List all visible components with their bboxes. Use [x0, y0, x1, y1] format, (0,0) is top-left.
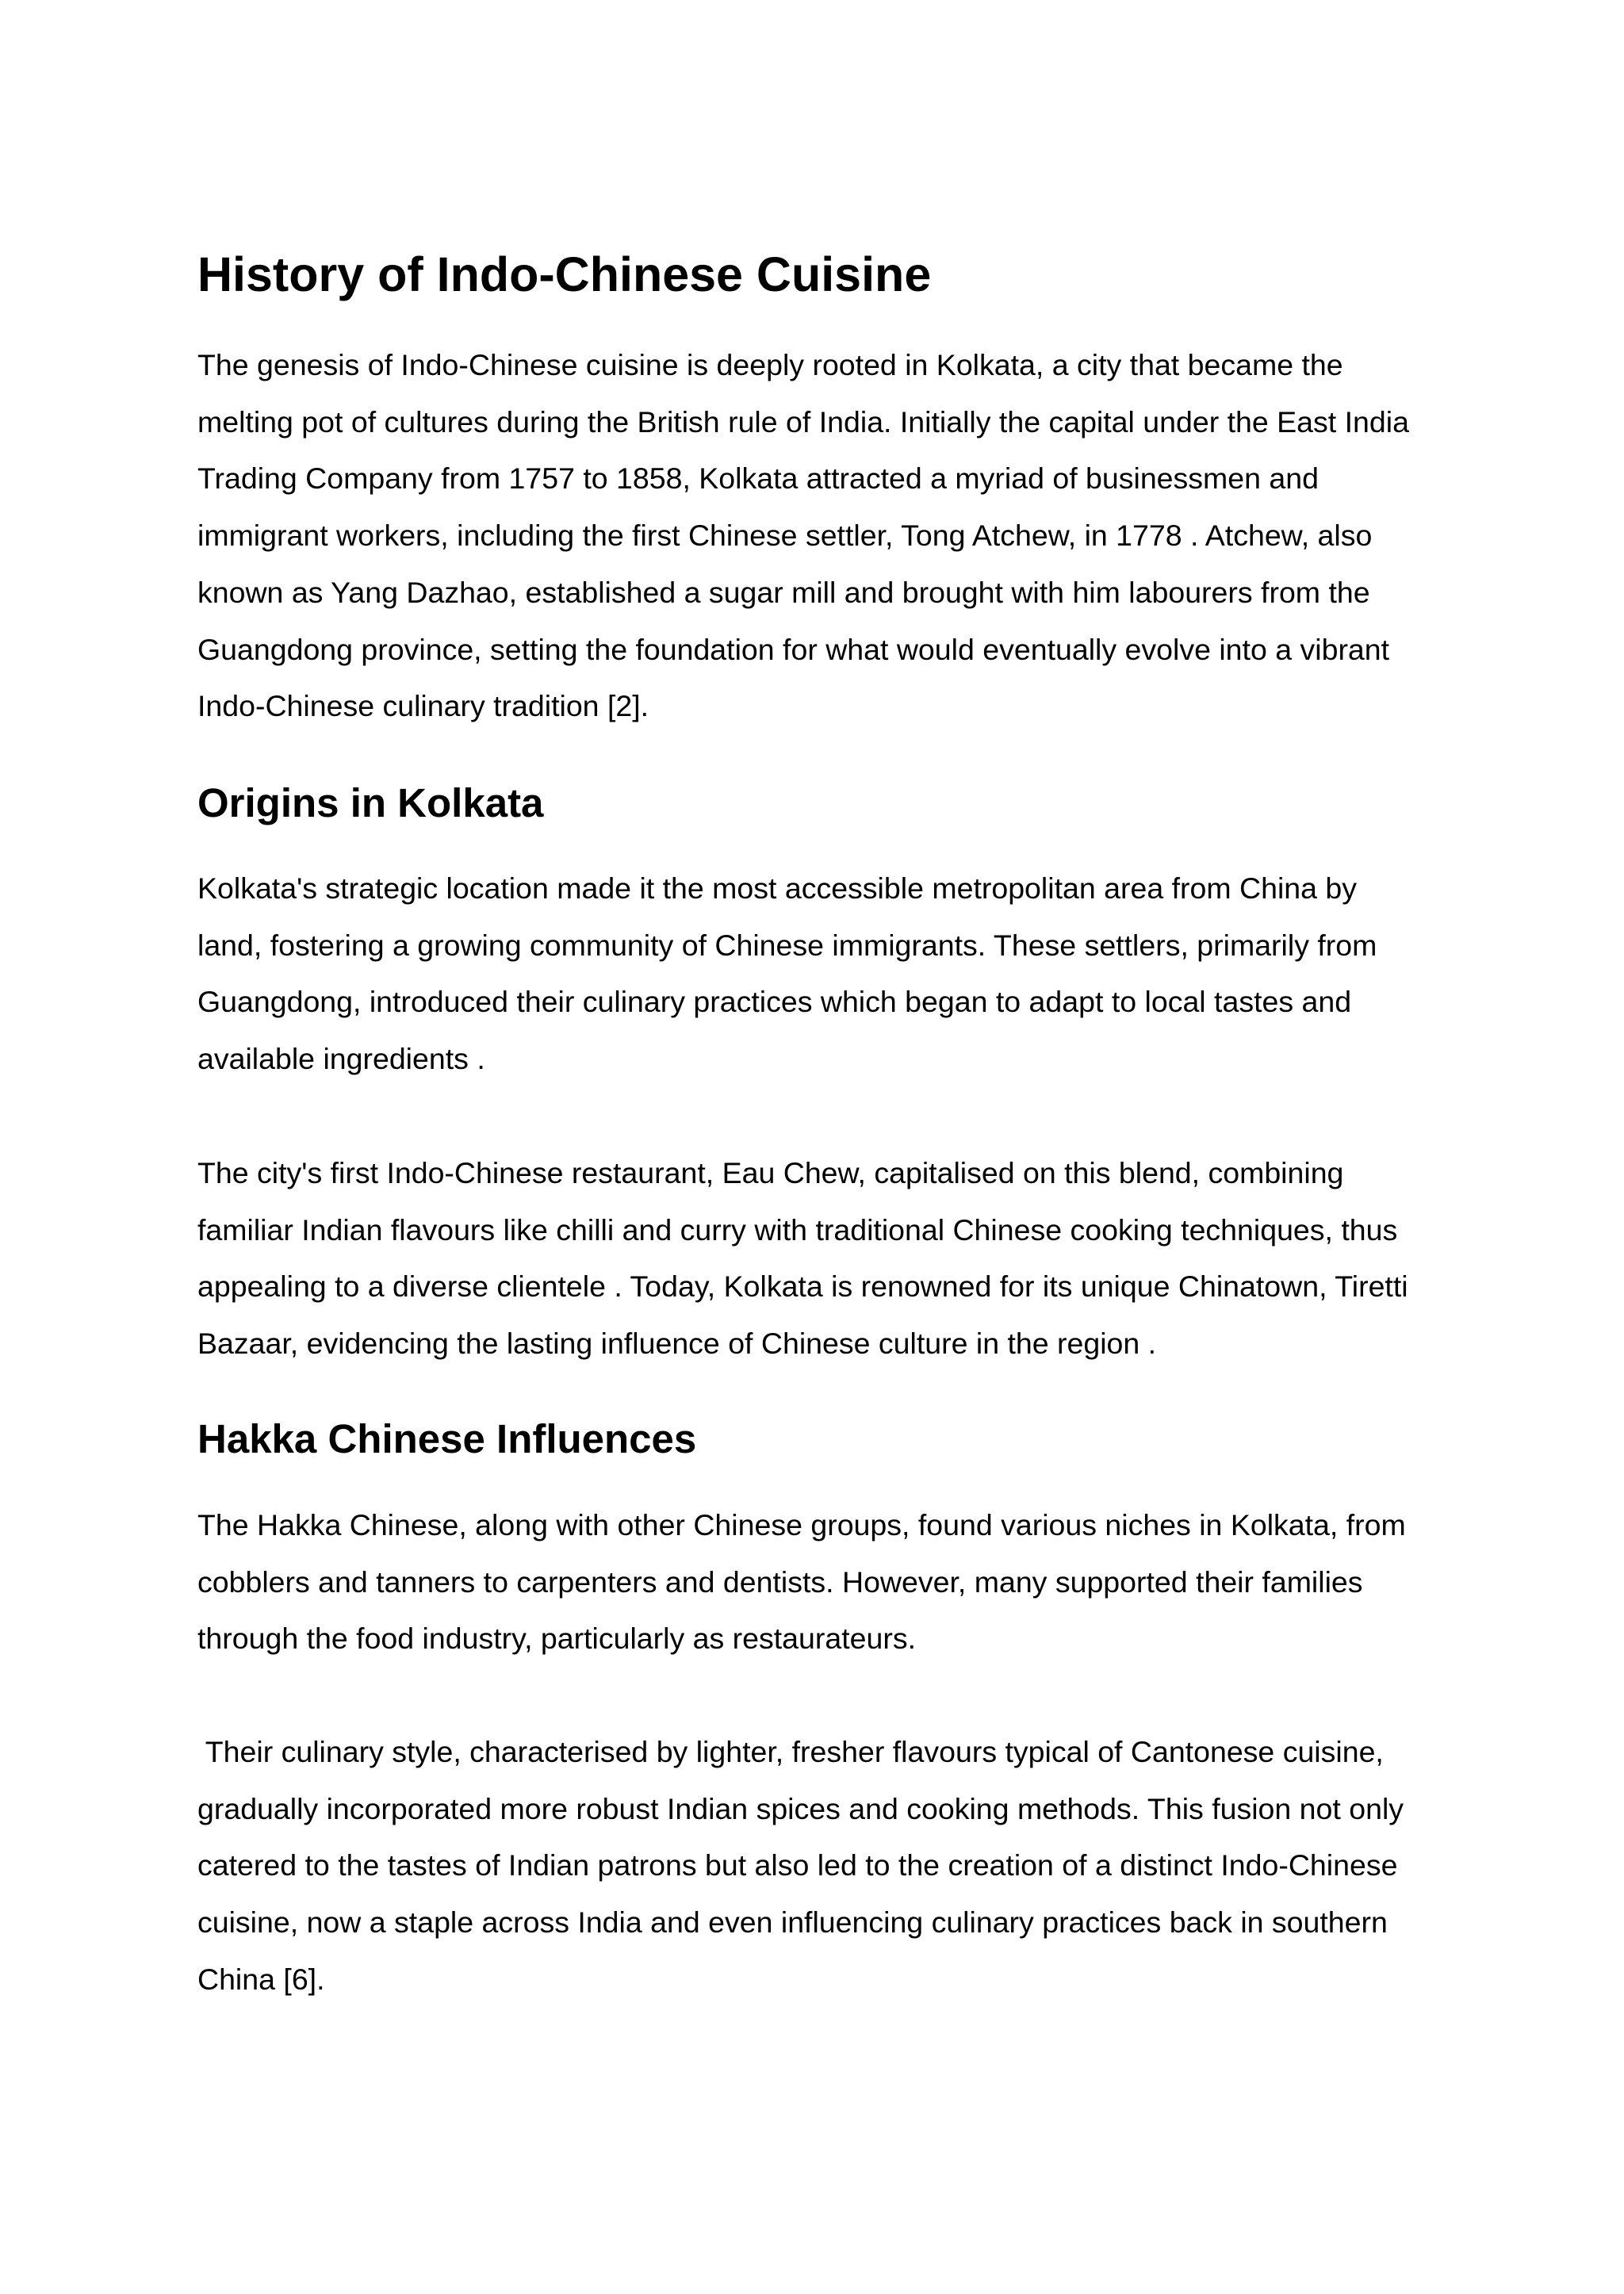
paragraph-line: The city's first Indo-Chinese restaurant, Eau Chew, capitalised on this blend, combining — [197, 1156, 1344, 1189]
paragraph-line: The Hakka Chinese, along with other Chinese groups, found various niches in Kolkata, from — [197, 1508, 1406, 1541]
paragraph-line: Guangdong province, setting the foundation for what would eventually evolve into a vibrant — [197, 632, 1390, 666]
paragraph-line: cuisine, now a staple across India and even influencing culinary practices back in southern — [197, 1905, 1388, 1940]
paragraph-line: China [6]. — [197, 1962, 325, 1996]
paragraph-line: The genesis of Indo-Chinese cuisine is deeply rooted in Kolkata, a city that became the — [197, 348, 1343, 381]
paragraph-line: Kolkata's strategic location made it the most accessible metropolitan area from China by — [197, 871, 1358, 905]
hakka-paragraph-1 — [197, 1497, 1466, 1668]
hakka-paragraph-2 — [197, 1724, 1466, 2009]
paragraph-line: available ingredients . — [197, 1042, 485, 1076]
paragraph-line: catered to the tastes of Indian patrons but also led to the creation of a distinct Indo-Chinese — [197, 1848, 1398, 1882]
paragraph-line: Guangdong, introduced their culinary practices which began to adapt to local tastes and — [197, 985, 1352, 1019]
section-heading-origins: Origins in Kolkata — [197, 780, 544, 825]
intro-paragraph — [197, 337, 1466, 735]
section-heading-hakka: Hakka Chinese Influences — [197, 1416, 697, 1461]
paragraph-line: Bazaar, evidencing the lasting influence of Chinese culture in the region . — [197, 1327, 1157, 1361]
origins-paragraph-2 — [197, 1145, 1466, 1373]
paragraph-line: through the food industry, particularly as restaurateurs. — [197, 1622, 917, 1656]
origins-paragraph-1 — [197, 860, 1466, 1088]
paragraph-line: melting pot of cultures during the British rule of India. Initially the capital under the East India — [197, 404, 1409, 439]
paragraph-line: appealing to a diverse clientele . Today, Kolkata is renowned for its unique Chinatown, Tiretti — [197, 1270, 1408, 1304]
paragraph-line: immigrant workers, including the first Chinese settler, Tong Atchew, in 1778 . Atchew, also — [197, 519, 1373, 553]
paragraph-line: gradually incorporated more robust Indian spices and cooking methods. This fusion not only — [197, 1791, 1404, 1825]
page-title: History of Indo-Chinese Cuisine — [197, 247, 932, 301]
paragraph-line: known as Yang Dazhao, established a sugar mill and brought with him labourers from the — [197, 575, 1370, 609]
paragraph-line: Trading Company from 1757 to 1858, Kolkata attracted a myriad of businessmen and — [197, 461, 1319, 496]
paragraph-line: land, fostering a growing community of Chinese immigrants. These settlers, primarily from — [197, 928, 1377, 962]
paragraph-line: Their culinary style, characterised by lighter, fresher flavours typical of Cantonese cuisine, — [197, 1735, 1384, 1768]
paragraph-line: familiar Indian flavours like chilli and curry with traditional Chinese cooking techniques, thus — [197, 1212, 1398, 1247]
paragraph-line: cobblers and tanners to carpenters and dentists. However, many supported their families — [197, 1564, 1363, 1599]
paragraph-line: Indo-Chinese culinary tradition [2]. — [197, 689, 649, 723]
